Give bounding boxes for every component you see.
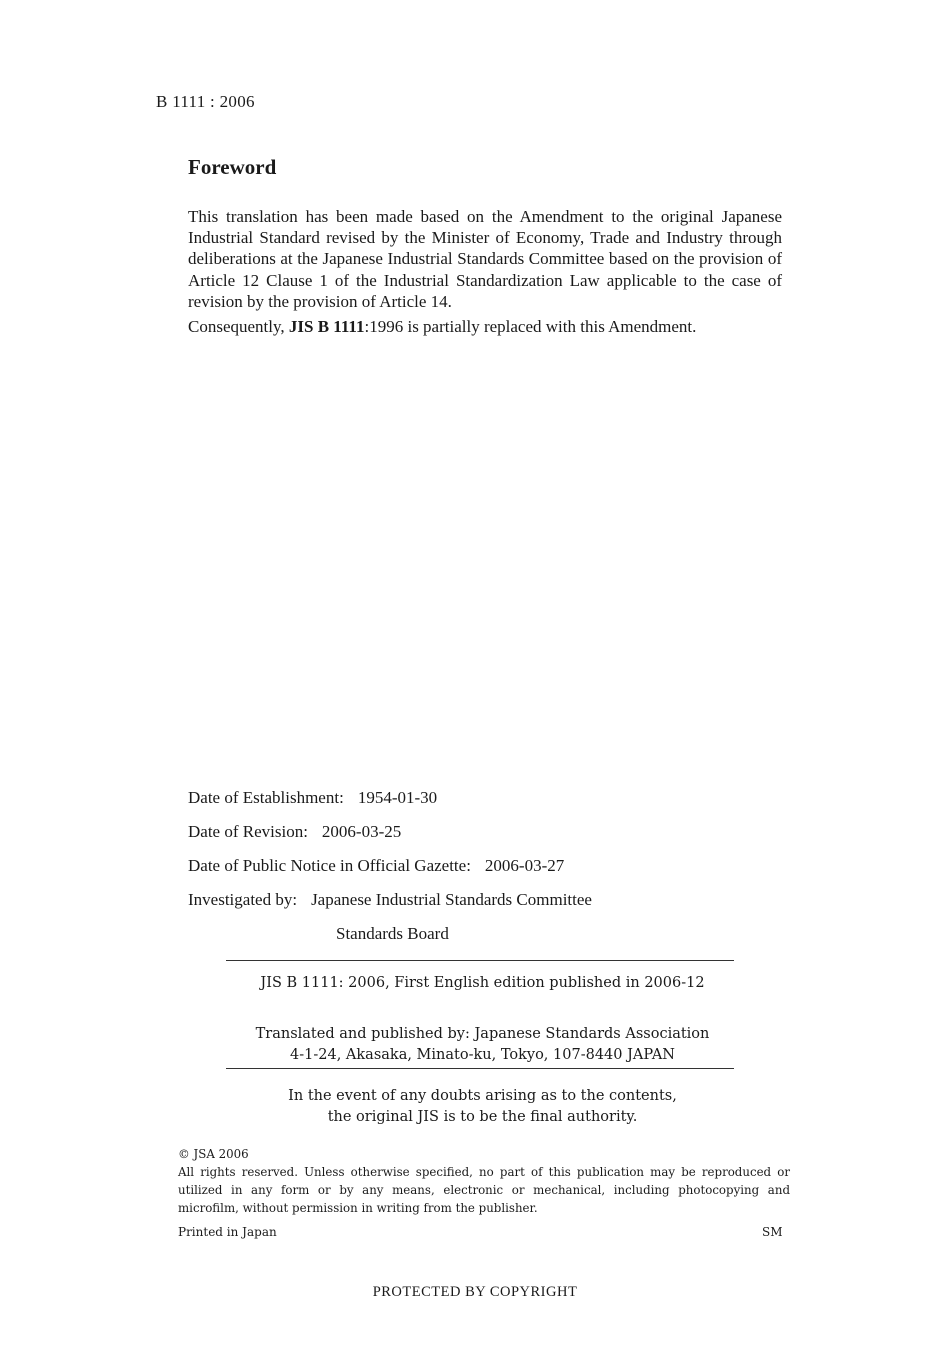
printed-in: Printed in Japan [178, 1225, 277, 1239]
standards-board: Standards Board [336, 924, 449, 943]
investigated-value: Japanese Industrial Standards Committee [311, 890, 592, 909]
jis-reference: JIS B 1111 [288, 317, 365, 337]
copyright-line: © JSA 2006 [178, 1147, 249, 1161]
revision-label: Date of Revision: [188, 822, 308, 841]
establishment-label: Date of Establishment: [188, 788, 344, 807]
notice-label: Date of Public Notice in Official Gazette: [188, 856, 471, 875]
investigated-row [188, 890, 592, 910]
divider-top [226, 960, 734, 961]
edition-line: JIS B 1111: 2006, First English edition published in 2006-12 [260, 975, 705, 991]
document-code: B 1111 : 2006 [156, 92, 255, 111]
address-line: 4-1-24, Akasaka, Minato-ku, Tokyo, 107-8440 JAPAN [290, 1047, 675, 1063]
foreword-title: Foreword [188, 155, 277, 179]
sm-code: SM [762, 1225, 783, 1239]
paragraph-suffix: :1996 is partially replaced with this Amendment. [364, 317, 697, 337]
rights-text: All rights reserved. Unless otherwise specified, no part of this publication may be reproduced or utilized in any form or by any means, electronic or mechanical, including photocopying and microfilm, without permission in writing from the publisher. [178, 1165, 790, 1215]
revision-row [188, 822, 401, 842]
legal-notice [178, 1145, 790, 1217]
authority-line-1: In the event of any doubts arising as to the contents, [288, 1088, 677, 1104]
investigated-label: Investigated by: [188, 890, 298, 909]
foreword-paragraph-2 [188, 316, 782, 337]
copyright-footer: PROTECTED BY COPYRIGHT [372, 1284, 578, 1300]
establishment-row [188, 788, 437, 808]
foreword-paragraph-1: This translation has been made based on the Amendment to the original Japanese Industrial Standard revised by the Minister of Economy, Trade and Industry through deliberations at the Japanese Industrial Standards Committee based on the provision of Article 12 Clause 1 of the Industrial Standardization Law applicable to the case of revision by the provision of Article 14. [188, 207, 782, 311]
divider-bottom [226, 1068, 734, 1069]
paragraph-prefix: Consequently, [188, 317, 289, 337]
notice-row [188, 856, 564, 876]
establishment-value: 1954-01-30 [357, 788, 438, 807]
foreword-body [188, 206, 782, 337]
notice-value: 2006-03-27 [484, 856, 565, 875]
publisher-line: Translated and published by: Japanese Standards Association [255, 1026, 710, 1042]
authority-line-2: the original JIS is to be the final authority. [327, 1109, 638, 1125]
revision-value: 2006-03-25 [321, 822, 402, 841]
